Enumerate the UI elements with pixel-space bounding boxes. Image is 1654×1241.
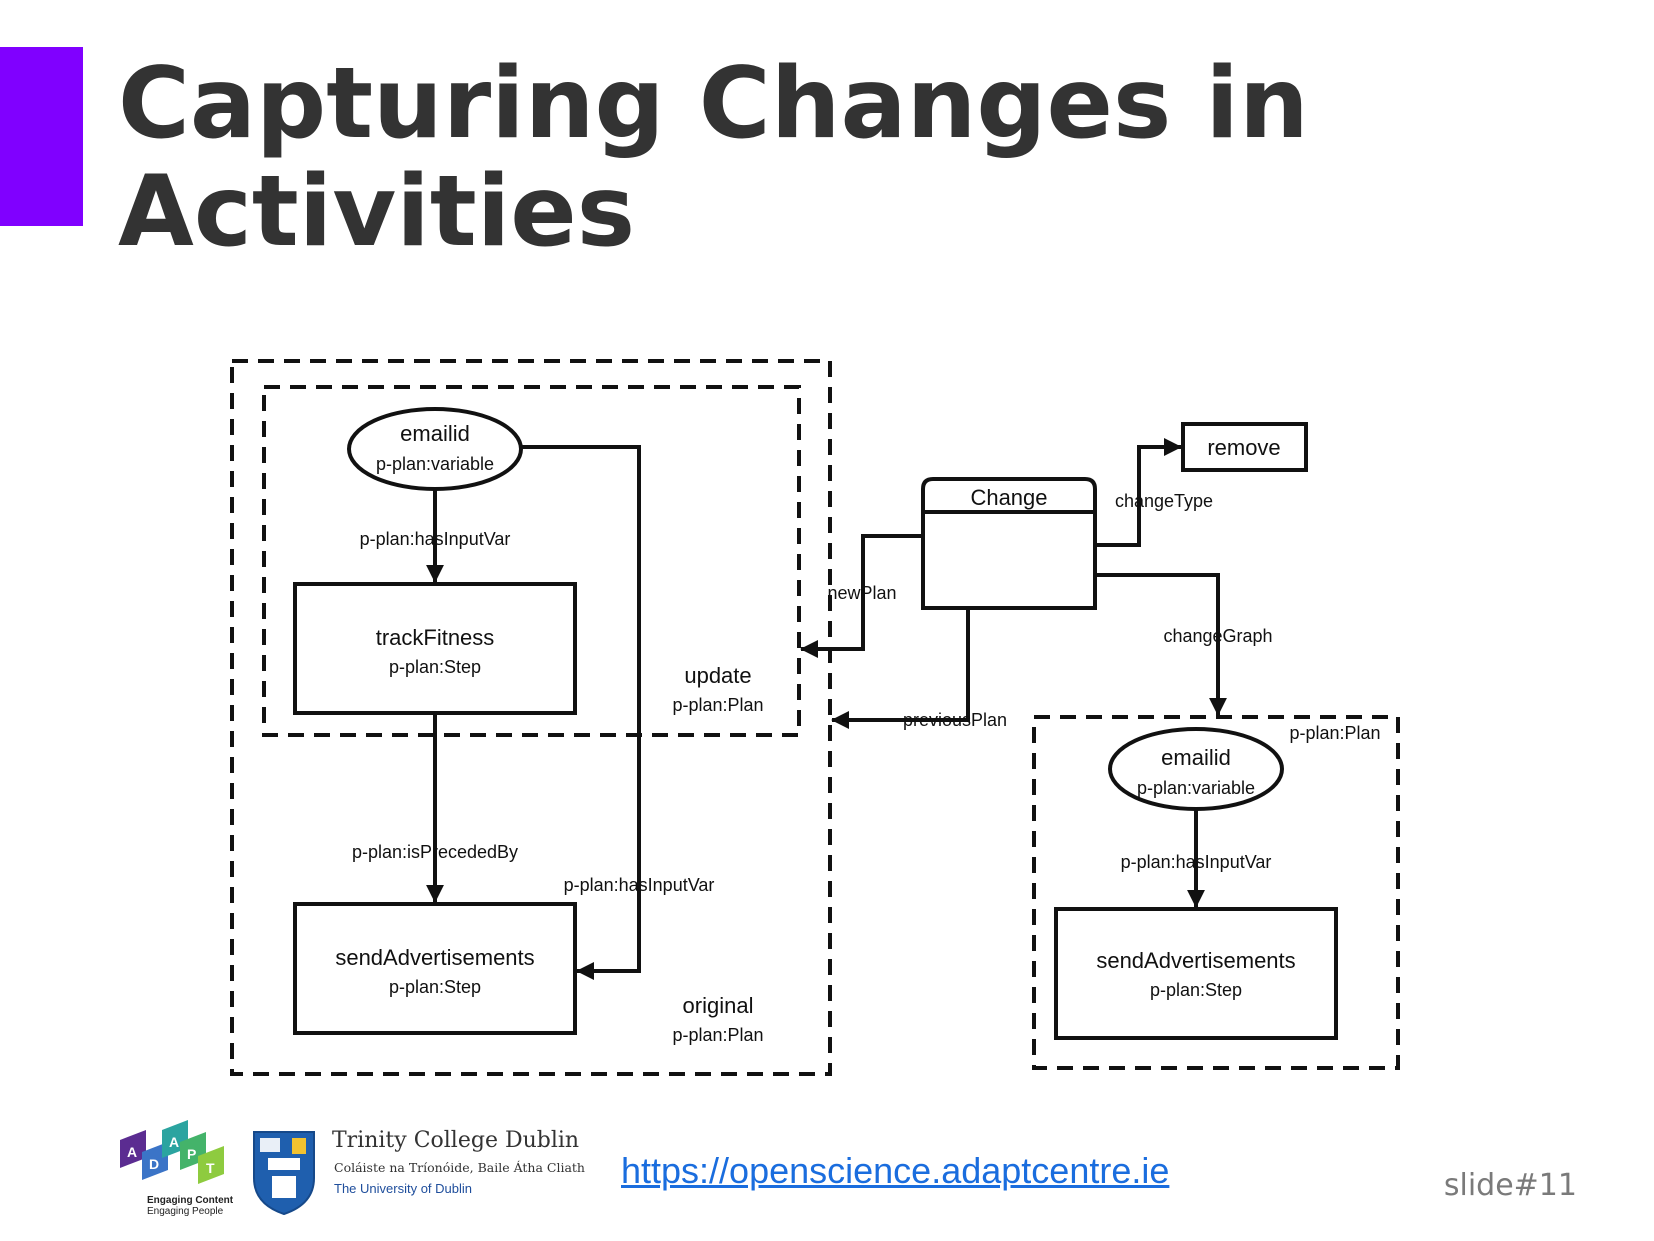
adapt-tagline-1: Engaging Content [147,1195,234,1206]
track-fitness-step [295,584,575,713]
right-send-advertisements-box [1056,909,1336,1038]
tcd-crest-lion [260,1138,280,1152]
tcd-crest-book [268,1158,300,1170]
change-graph-label: changeGraph [1163,626,1273,646]
adapt-letter-a: A [127,1144,138,1160]
tcd-university-name: The University of Dublin [334,1181,472,1196]
track-fitness-type: p-plan:Step [388,657,482,677]
tcd-crest-icon [250,1128,318,1216]
remove-node [1183,424,1306,470]
original-plan-type: p-plan:Plan [672,1025,764,1045]
remove-name: remove [1207,435,1281,460]
slide-title-line2: Activities [118,155,636,269]
footer-logos [110,1100,585,1240]
adapt-logo [110,1100,230,1240]
left-send-advertisements-type: p-plan:Step [388,977,482,997]
left-emailid-variable [349,409,521,489]
has-input-var-side-label: p-plan:hasInputVar [563,875,715,895]
slide-title-line1: Capturing Changes in [118,47,1309,161]
right-send-advertisements-type: p-plan:Step [1149,980,1243,1000]
tcd-crest-castle [272,1176,296,1198]
tcd-crest-harp [292,1138,306,1154]
change-class [923,479,1095,608]
track-fitness-name: trackFitness [375,625,495,650]
right-send-advertisements-step [1056,909,1336,1038]
change-type-label: changeType [1114,491,1214,511]
tcd-name: Trinity College Dublin [332,1128,580,1153]
left-emailid-type: p-plan:variable [375,454,495,474]
previous-plan-label: previousPlan [902,710,1008,730]
new-plan-type: p-plan:Plan [1289,723,1381,743]
left-send-advertisements-step [295,904,575,1033]
adapt-letter-p: P [187,1146,197,1162]
right-send-advertisements-name: sendAdvertisements [1096,948,1296,973]
right-emailid-variable [1110,729,1282,809]
change-name: Change [970,485,1048,510]
new-plan-label: newPlan [827,583,897,603]
adapt-letter-t: T [206,1160,215,1176]
adapt-letter-d: D [149,1156,160,1172]
has-input-var-top-label: p-plan:hasInputVar [359,529,511,549]
slide-number: slide#11 [1443,1168,1577,1203]
left-send-advertisements-name: sendAdvertisements [335,945,535,970]
adapt-tagline-2: Engaging People [147,1206,224,1217]
update-plan-name: update [684,663,752,688]
tcd-irish-name: Coláiste na Tríonóide, Baile Átha Cliath [334,1160,585,1175]
change-body [923,512,1095,608]
has-input-var-right-label: p-plan:hasInputVar [1120,852,1272,872]
is-preceded-by-label: p-plan:isPrecededBy [351,842,519,862]
adapt-letter-a2: A [169,1134,180,1150]
original-plan-name: original [682,993,754,1018]
update-plan-type: p-plan:Plan [672,695,764,715]
left-emailid-name: emailid [400,421,470,446]
right-emailid-type: p-plan:variable [1136,778,1256,798]
right-emailid-name: emailid [1161,745,1231,770]
previous-plan-edge [832,608,968,720]
open-science-link[interactable]: https://openscience.adaptcentre.ie [621,1150,1170,1191]
